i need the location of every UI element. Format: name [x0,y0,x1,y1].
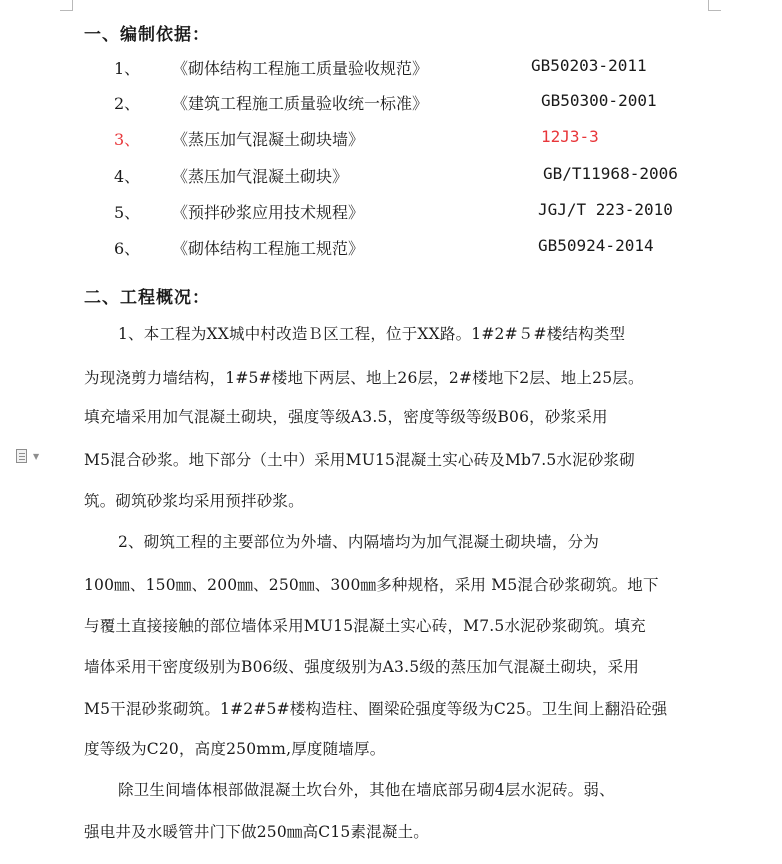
chevron-down-icon[interactable]: ▼ [33,452,40,461]
reference-code: GB50924-2014 [538,236,654,255]
paragraph-line: 筑。砌筑砂浆均采用预拌砂浆。 [84,492,304,510]
page-margin-corner-mark [60,0,73,11]
reference-code: GB/T11968-2006 [543,164,678,183]
reference-title: 《砌体结构工程施工质量验收规范》 [172,59,429,78]
paragraph-line: 100㎜、150㎜、200㎜、250㎜、300㎜多种规格，采用 M5混合砂浆砌筑。地下 [84,576,659,594]
paragraph-line: M5干混砂浆砌筑。1#2#5#楼构造柱、圈梁砼强度等级为C25。卫生间上翻沿砼强 [84,700,668,718]
paragraph-line: 与覆土直接接触的部位墙体采用MU15混凝土实心砖，M7.5水泥砂浆砌筑。填充 [84,617,646,635]
reference-code: JGJ/T 223-2010 [538,200,673,219]
reference-number: 6、 [114,239,141,258]
reference-title: 《蒸压加气混凝土砌块》 [172,167,349,186]
paragraph-line: 填充墙采用加气混凝土砌块，强度等级A3.5，密度等级等级B06，砂浆采用 [84,408,608,426]
reference-title: 《预拌砂浆应用技术规程》 [172,203,365,222]
reference-number: 5、 [114,203,141,222]
reference-title: 《建筑工程施工质量验收统一标准》 [172,94,429,113]
paragraph-line: 墙体采用干密度级别为B06级、强度级别为A3.5级的蒸压加气混凝土砌块，采用 [84,658,640,676]
reference-number: 1、 [114,59,141,78]
document-icon[interactable] [16,449,27,463]
reference-title: 《蒸压加气混凝土砌块墙》 [172,130,365,149]
reference-code: GB50300-2001 [541,91,657,110]
page-margin-corner-mark [708,0,721,11]
reference-number: 3、 [114,130,141,149]
reference-title: 《砌体结构工程施工规范》 [172,239,365,258]
paragraph-line: M5混合砂浆。地下部分（土中）采用MU15混凝土实心砖及Mb7.5水泥砂浆砌 [84,451,635,469]
paragraph-line: 2、砌筑工程的主要部位为外墙、内隔墙均为加气混凝土砌块墙，分为 [118,533,600,551]
paragraph-line: 1、本工程为XX城中村改造Ｂ区工程，位于XX路。1#2#５#楼结构类型 [118,325,626,343]
section2-heading: 二、工程概况： [84,288,210,308]
reference-code: 12J3-3 [541,127,599,146]
paragraph-line: 除卫生间墙体根部做混凝土坎台外，其他在墙底部另砌4层水泥砖。弱、 [118,781,615,799]
reference-code: GB50203-2011 [531,56,647,75]
paragraph-line: 为现浇剪力墙结构，1#5#楼地下两层、地上26层，2#楼地下2层、地上25层。 [84,369,644,387]
reference-number: 2、 [114,94,141,113]
paragraph-line: 度等级为C20，高度250mm,厚度随墙厚。 [84,740,386,758]
reference-number: 4、 [114,167,141,186]
paragraph-line: 强电井及水暖管井门下做250㎜高C15素混凝土。 [84,823,429,841]
section1-heading: 一、编制依据： [84,25,210,45]
